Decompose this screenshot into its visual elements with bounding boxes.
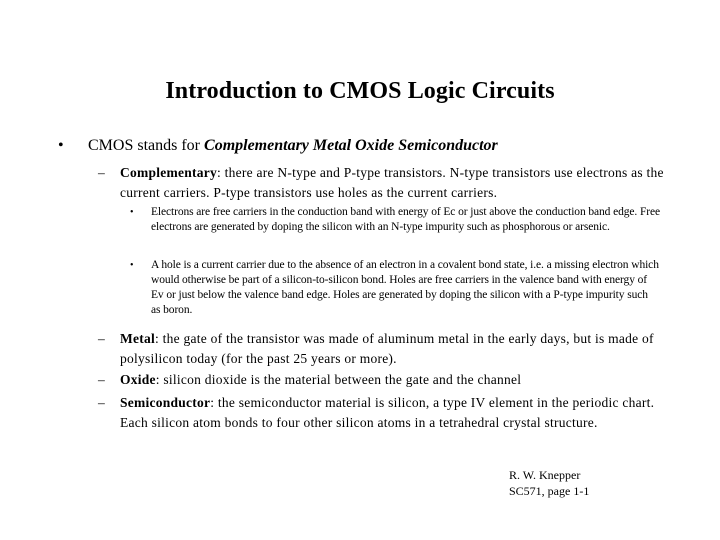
item-text: : there are N-type and P-type transistors. N-type transistors use electrons as the current carriers. P-type transistors use holes as the current carriers. — [120, 165, 664, 200]
dash-marker: – — [98, 372, 105, 387]
sub-item-text: Electrons are free carriers in the conduction band with energy of Ec or just above the conduction band edge. Free electrons are generated by doping the silicon with an N-type impurity such as phosphorous or arsenic. — [151, 206, 660, 233]
term-metal: Metal — [120, 331, 155, 346]
item-text: : the semiconductor material is silicon, a type IV element in the periodic chart. Each silicon atom bonds to four other silicon atoms in a tetrahedral crystal structure. — [120, 395, 655, 430]
slide-title: Introduction to CMOS Logic Circuits — [165, 78, 555, 104]
sub-bullet-marker: • — [130, 207, 134, 218]
dash-marker: – — [98, 331, 105, 346]
dash-marker: – — [98, 165, 105, 180]
sub-item-text: A hole is a current carrier due to the absence of an electron in a covalent bond state, i.e. a missing electron which would otherwise be part of a silicon-to-silicon bond. Holes are free carriers in the valence band with energy of Ev or just below the valence band edge. Holes are generated by doping the silicon with a P-type impurity such as boron. — [151, 259, 659, 316]
sub-item-electrons — [130, 205, 660, 235]
list-item-complementary — [98, 163, 668, 203]
list-item-metal — [98, 329, 668, 369]
item-text: : the gate of the transistor was made of aluminum metal in the early days, but is made of polysilicon today (for the past 25 years or more). — [120, 331, 654, 366]
item-text: : silicon dioxide is the material between the gate and the channel — [155, 372, 522, 387]
term-semiconductor: Semiconductor — [120, 395, 211, 410]
list-item-semiconductor — [98, 393, 668, 433]
main-bullet-prefix: CMOS stands for — [88, 137, 205, 154]
term-oxide: Oxide — [120, 372, 156, 387]
list-item-oxide — [98, 370, 668, 390]
term-complementary: Complementary — [120, 165, 217, 180]
bullet-marker: • — [58, 137, 64, 154]
footer-page: SC571, page 1-1 — [509, 484, 590, 498]
sub-bullet-marker: • — [130, 260, 134, 271]
sub-item-holes — [130, 258, 660, 318]
main-bullet-text — [88, 137, 498, 155]
footer-author: R. W. Knepper — [509, 468, 581, 482]
dash-marker: – — [98, 395, 105, 410]
footer — [509, 467, 589, 499]
main-bullet-emphasis: Complementary Metal Oxide Semiconductor — [204, 137, 498, 154]
